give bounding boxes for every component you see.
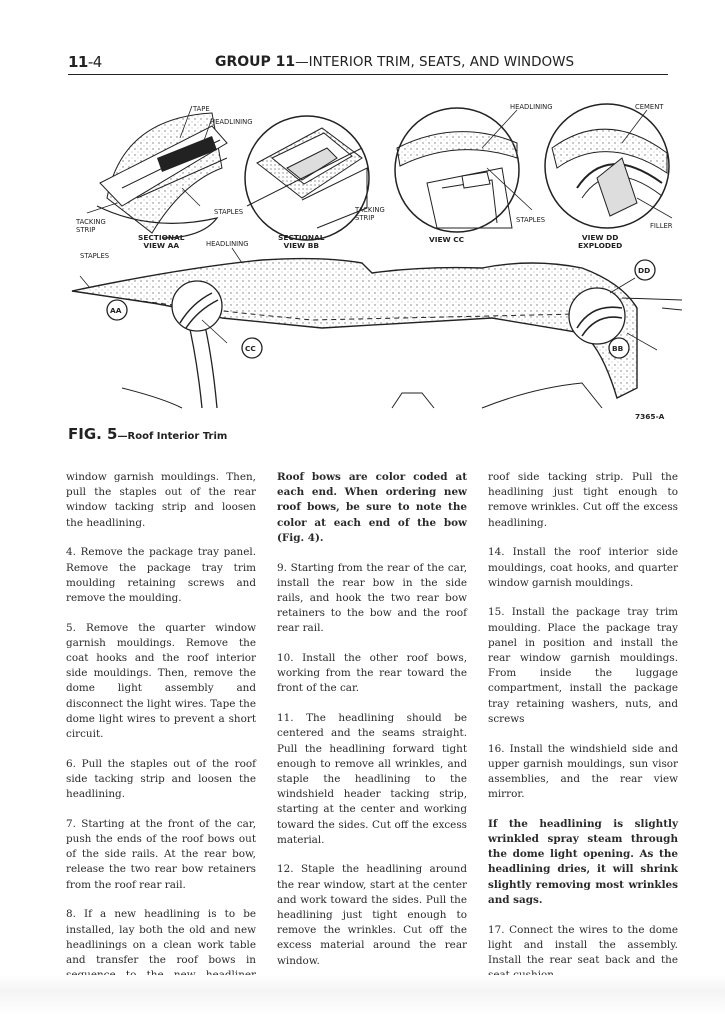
paragraph: roof side tacking strip. Pull the headlining just tight enough to remove wrinkles. Cut off the excess headlining. — [488, 471, 678, 529]
figure-caption: FIG. 5—Roof Interior Trim — [68, 425, 228, 443]
callout-cement: CEMENT — [635, 103, 664, 111]
callout-staples-left: STAPLES — [80, 252, 110, 260]
car-roof-body — [72, 248, 682, 408]
paragraph: 17. Connect the wires to the dome light and install the assembly. Install the rear seat back and the — [488, 923, 678, 966]
view-dd-exploded — [545, 104, 672, 228]
paragraph: 8. If a new headlining is to be installed, lay both the old and new headlinings on a clean work table and transfer the roof bows in — [66, 908, 256, 966]
callout-tape: TAPE — [193, 105, 210, 113]
text-column-3 — [488, 470, 678, 998]
roof-interior-trim-figure — [62, 88, 682, 433]
paragraph: window garnish mouldings. Then, pull the staples out of the rear window tacking strip and loosen the headlining. — [66, 471, 256, 529]
paragraph: 14. Install the roof interior side mouldings, coat hooks, and quarter window garnish mouldings. — [488, 546, 678, 589]
callout-view-dd: VIEW DD EXPLODED — [578, 233, 623, 250]
page-number: 11-4 — [68, 53, 102, 71]
callout-staples-right: STAPLES — [516, 216, 546, 224]
callout-headlining-left: HEADLINING — [210, 118, 253, 126]
callout-sectional-bb: SECTIONAL VIEW BB — [278, 233, 325, 250]
note-paragraph: If the headlining is slightly wrinkled spray steam through the dome light opening. As the headlining dries, it will shrink slightly removing most wrinkles and sags. — [488, 817, 678, 906]
callout-tacking-strip-left: TACKING STRIP — [76, 218, 106, 234]
text-column-2 — [277, 470, 467, 1013]
paragraph: 11. The headlining should be centered and the seams straight. Pull the headlining forward tight enough to remove all wrinkles, and staple the headlining to the windshield header tacking strip, starting at the center and working toward the sides. Cut off the excess material. — [277, 712, 467, 846]
callout-sectional-aa: SECTIONAL VIEW AA — [138, 233, 185, 250]
page-bottom-margin — [0, 975, 725, 1015]
text-column-1 — [66, 470, 256, 1013]
running-title: GROUP 11—INTERIOR TRIM, SEATS, AND WINDOWS — [215, 54, 575, 70]
page-header — [68, 52, 668, 75]
label-dd: DD — [638, 266, 651, 275]
callout-tacking-strip-mid: TACKING STRIP — [355, 206, 385, 222]
sectional-view-bb — [245, 116, 369, 240]
paragraph: 7. Starting at the front of the car, push the ends of the roof bows out of the side rails. At the rear bow, release the two rear bow retainers from the roof rear rail. — [66, 817, 256, 891]
paragraph: 6. Pull the staples out of the roof side tacking strip and loosen the headlining. — [66, 757, 256, 801]
paragraph: 5. Remove the quarter window garnish mouldings. Remove the coat hooks and the roof interior side mouldings. Then, remove the dome light assembly and disconnect the light wires. Tape the dome light wires to prevent a short circuit. — [66, 621, 256, 741]
sectional-view-aa — [87, 106, 227, 238]
paragraph: 16. Install the windshield side and upper garnish mouldings, sun visor assemblies, and the rear view mirror. — [488, 742, 678, 801]
label-cc: CC — [245, 344, 256, 353]
paragraph: 9. Starting from the rear of the car, install the rear bow in the side rails, and hook the two rear bow retainers to the bow and the roof rear rail. — [277, 561, 467, 635]
paragraph: 10. Install the other roof bows, working from the rear toward the front of the car. — [277, 652, 467, 695]
callout-staples-small: STAPLES — [214, 208, 244, 216]
paragraph: 15. Install the package tray trim moulding. Place the package tray panel in position and install the rear window garnish mouldings. From inside the luggage compartment, install the package tray retaining washers, nuts, and screws — [488, 606, 678, 725]
callout-view-cc: VIEW CC — [429, 235, 465, 244]
callout-headlining-mid: HEADLINING — [206, 240, 249, 248]
roof-trim-illustration — [62, 88, 682, 433]
callout-headlining-right: HEADLINING — [510, 103, 553, 111]
view-cc — [395, 108, 532, 232]
paragraph: 12. Staple the headlining around the rear window, start at the center and work toward the sides. Pull the headlining just tight enough to remove the wrinkles. Cut off the excess material around the rear window. — [277, 863, 467, 967]
callout-filler: FILLER — [650, 222, 673, 230]
note-paragraph: Roof bows are color coded at each end. When ordering new roof bows, be sure to note the color at each end of the bow (Fig. 4). — [277, 471, 467, 544]
paragraph: 4. Remove the package tray panel. Remove the package tray trim moulding retaining screws and remove the moulding. — [66, 546, 256, 604]
label-bb: BB — [612, 344, 624, 353]
figure-ref-code: 7365-A — [635, 412, 665, 421]
label-aa: AA — [110, 306, 122, 315]
